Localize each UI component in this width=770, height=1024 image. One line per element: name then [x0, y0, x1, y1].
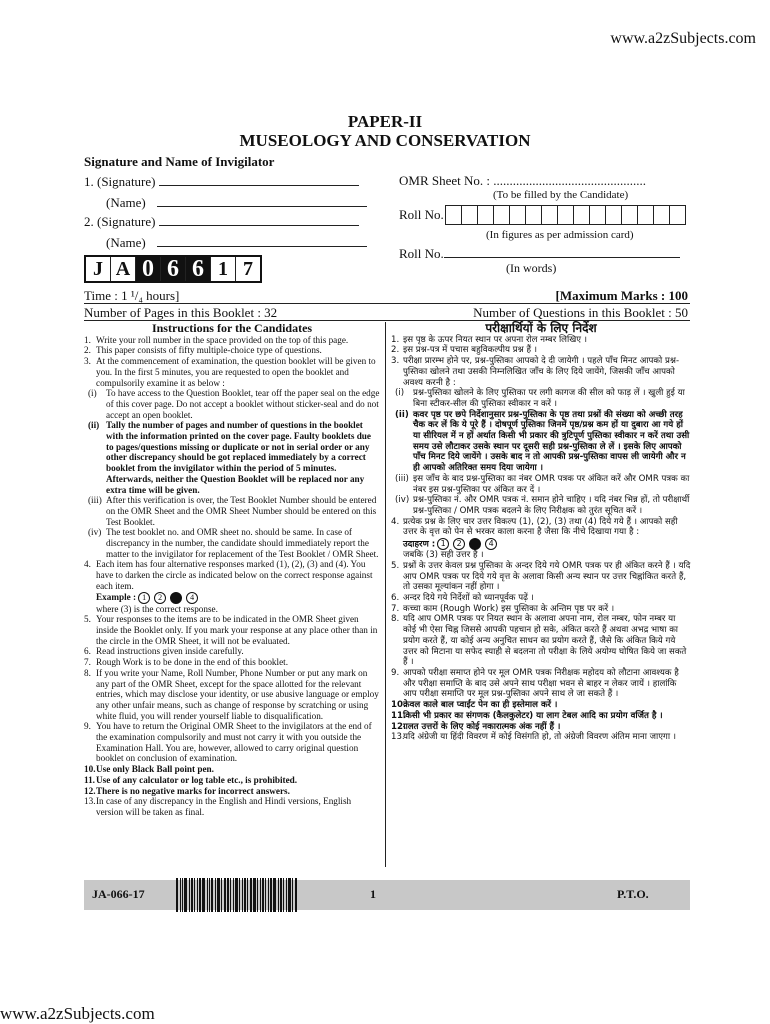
instruction-item: (iv) The test booklet no. and OMR sheet no. should be same. In case of discrepancy in the number, the candidate should immediately report the matter to the invigilator for replacement of the Test Booklet / OMR Sheet.: [88, 527, 379, 559]
hindi-heading: परीक्षार्थियों के लिए निर्देश: [485, 321, 597, 335]
watermark-top: www.a2zSubjects.com: [610, 30, 756, 47]
instruction-item: 12. गलत उत्तरों के लिए कोई नकारात्मक अंक नहीं हैं ।: [391, 721, 561, 732]
instruction-item: 4. Each item has four alternative responses marked (1), (2), (3) and (4). You have to darken the circle as indicated below on the correct response against each item.: [84, 559, 373, 591]
example-row: उदाहरण : 1 2 4: [391, 538, 691, 550]
pages-count: Number of Pages in this Booklet : 32: [84, 305, 278, 320]
instruction-item: 11. Use of any calculator or log table etc., is prohibited.: [84, 774, 298, 785]
answer-bubble-icon: 4: [186, 592, 198, 604]
answer-bubble-icon: 2: [154, 592, 166, 604]
answer-bubble-icon: [170, 592, 182, 604]
instruction-item: 10. केवल काले बाल प्वाईंट पेन का ही इस्तेमाल करें ।: [391, 700, 558, 711]
paper-number: PAPER-II: [347, 112, 423, 131]
english-heading: Instructions for the Candidates: [151, 321, 313, 335]
instruction-item: 11. किसी भी प्रकार का संगणक (कैलकुलेटर) या लाग टेबल आदि का प्रयोग वर्जित है ।: [391, 710, 663, 721]
maximum-marks: [Maximum Marks : 100: [555, 288, 688, 303]
instruction-item: (iii) इस जाँच के बाद प्रश्न-पुस्तिका का नंबर OMR पत्रक पर अंकित करें और OMR पत्रक का नंबर इस प्रश्न-पुस्तिका पर अंकित कर दें ।: [395, 473, 690, 495]
roll-figures-note: (In figures as per admission card): [486, 229, 634, 241]
barcode: [176, 878, 336, 912]
booklet-code: J A 0 6 6 1 7: [84, 255, 262, 283]
instruction-item: 10. Use only Black Ball point pen.: [84, 764, 214, 775]
instruction-item: 13. यदि अंग्रेजी या हिंदी विवरण में कोई विसंगति हो, तो अंग्रेजी विवरण अंतिम माना जाएगा ।: [391, 732, 677, 743]
footer-bar: [84, 880, 690, 910]
instruction-item: 6. अन्दर दिये गये निर्देशों को ध्यानपूर्वक पढ़ें ।: [391, 593, 534, 604]
instruction-item: 3. At the commencement of examination, the question booklet will be given to you. In the first 5 minutes, you are requested to open the booklet and compulsorily examine it as below :: [84, 356, 376, 388]
instruction-item: 7. Rough Work is to be done in the end of this booklet.: [84, 657, 289, 668]
roll-label: Roll No.: [399, 207, 444, 222]
instruction-item: 2. इस प्रश्न-पत्र में पचास बहुविकल्पीय प्रश्न हैं ।: [391, 345, 537, 356]
example-row: Example : 1 2 4: [84, 592, 380, 604]
instruction-item: 4. प्रत्येक प्रश्न के लिए चार उत्तर विकल्प (1), (2), (3) तथा (4) दिये गये हैं । आपको सही उत्तर के वृत्त को पेन से भरकर काला करना है जैसा कि नीचे दिखाया गया है :: [391, 516, 678, 538]
answer-bubble-icon: 1: [437, 538, 449, 550]
instruction-item: 1. Write your roll number in the space provided on the top of this page.: [84, 334, 349, 345]
invigilator-sig2: 2. (Signature): [84, 214, 359, 230]
instruction-item: where (3) is the correct response.: [96, 603, 218, 614]
roll-words-note: (In words): [506, 261, 557, 275]
instruction-item: (iii) After this verification is over, the Test Booklet Number should be entered on the OMR Sheet and the OMR Sheet Number should be entered on this Test Booklet.: [88, 495, 377, 527]
instruction-item: (i) To have access to the Question Booklet, tear off the paper seal on the edge of this cover page. Do not accept a booklet without sticker-seal and do not accept an open booklet.: [88, 388, 380, 420]
instruction-item: 9. आपको परीक्षा समाप्त होने पर मूल OMR पत्रक निरीक्षक महोदय को लौटाना आवश्यक है और परीक्षा समाप्ति के बाद उसे अपने साथ परीक्षा भवन से बाहर न लेकर जायें । हालांकि आप परीक्षा समाप्ति पर मूल प्रश्न-पुस्तिका अपने साथ ले जा सकते हैं ।: [391, 668, 679, 700]
instruction-item: 2. This paper consists of fifty multiple-choice type of questions.: [84, 345, 322, 356]
invigilator-name2: (Name): [106, 235, 367, 251]
instruction-item: 6. Read instructions given inside carefully.: [84, 646, 244, 657]
instruction-item: 8. If you write your Name, Roll Number, Phone Number or put any mark on any part of the OMR Sheet, except for the space allotted for the relevant entries, which may disclose your identity, or use abusive language or employ any other unfair means, such as change of response by scratching or using white fluid, you will render yourself liable to disqualification.: [84, 667, 379, 721]
invigilator-sig1: 1. (Signature): [84, 174, 359, 190]
roll-number-boxes[interactable]: [399, 205, 686, 225]
answer-bubble-icon: 4: [485, 538, 497, 550]
watermark-bottom: www.a2zSubjects.com: [0, 1004, 155, 1023]
instruction-item: 3. परीक्षा प्रारम्भ होने पर, प्रश्न-पुस्तिका आपको दे दी जायेगी । पहले पाँच मिनट आपको प्रश्न-पुस्तिका खोलने तथा उसकी निम्नलिखित जाँच के लिए दिये जायेंगे, जिसकी जाँच आपको अवश्य करनी है :: [391, 356, 680, 388]
column-divider: [385, 322, 386, 867]
instruction-item: 9. You have to return the Original OMR Sheet to the invigilators at the end of the examination compulsorily and must not carry it with you outside the Examination Hall. You are, however, allowed to carry original question booklet on conclusion of examination.: [84, 721, 372, 764]
instruction-item: (i) प्रश्न-पुस्तिका खोलने के लिए पुस्तिका पर लगी कागज की सील को फाड़ लें । खुली हुई या बिना स्टीकर-सील की पुस्तिका स्वीकार न करें ।: [395, 388, 685, 409]
instruction-item: 12. There is no negative marks for incorrect answers.: [84, 785, 290, 796]
instruction-item: (ii) Tally the number of pages and number of questions in the booklet with the information printed on the cover page. Faulty booklets due to pages/questions missing or duplicate or not in serial order or any other discrepancy should be got replaced immediately by a correct booklet from the invigilator within the period of 5 minutes. Afterwards, neither the Question Booklet will be replaced nor any extra time will be given.: [88, 420, 371, 495]
answer-bubble-icon: [469, 538, 481, 550]
instruction-item: 5. प्रश्नों के उत्तर केवल प्रश्न पुस्तिका के अन्दर दिये गये OMR पत्रक पर ही अंकित करने हैं । यदि आप OMR पत्रक पर दिये गये वृत्त के अलावा किसी अन्य स्थान पर उत्तर चिह्नांकित करते हैं, तो उसका मूल्यांकन नहीं होगा ।: [391, 560, 691, 593]
answer-bubble-icon: 1: [138, 592, 150, 604]
omr-sheet-label: OMR Sheet No. : ...............................................: [399, 173, 646, 188]
invigilator-name1: (Name): [106, 195, 367, 211]
omr-sheet-note: (To be filled by the Candidate): [493, 189, 629, 201]
hindi-instructions: [391, 323, 691, 743]
page-number: 1: [370, 887, 376, 901]
english-instructions: [84, 323, 380, 818]
time-allowed: Time : 1 ¹/₄ hours]: [84, 288, 180, 303]
instruction-item: 5. Your responses to the items are to be indicated in the OMR Sheet given inside the Booklet only. If you mark your response at any place other than in the circle in the OMR Sheet, it will not be evaluated.: [84, 614, 378, 646]
invigilator-heading: Signature and Name of Invigilator: [84, 154, 275, 169]
instruction-item: (iv) प्रश्न-पुस्तिका नं. और OMR पत्रक नं. समान होने चाहिए । यदि नंबर भिन्न हों, तो परीक्षार्थी प्रश्न-पुस्तिका / OMR पत्रक बदलने के लिए निरीक्षक को तुरंत सूचित करें ।: [395, 495, 690, 516]
instruction-item: 1. इस पृष्ठ के ऊपर नियत स्थान पर अपना रोल नम्बर लिखिए ।: [391, 334, 588, 345]
instruction-item: 13. In case of any discrepancy in the English and Hindi versions, English version will be taken as final.: [84, 796, 352, 817]
subject-title: MUSEOLOGY AND CONSERVATION: [239, 131, 531, 150]
pto-label: P.T.O.: [617, 887, 649, 901]
instruction-item: जबकि (3) सही उत्तर है ।: [403, 550, 484, 561]
answer-bubble-icon: 2: [453, 538, 465, 550]
questions-count: Number of Questions in this Booklet : 50: [473, 305, 688, 320]
roll-words-field[interactable]: Roll No.: [399, 246, 680, 262]
instruction-item: 8. यदि आप OMR पत्रक पर नियत स्थान के अलावा अपना नाम, रोल नम्बर, फोन नम्बर या कोई भी ऐसा चिह्न जिससे आपकी पहचान हो सके, अंकित करते हैं अथवा अभद्र भाषा का प्रयोग करते हैं, या कोई अन्य अनुचित साधन का प्रयोग करते हैं, जैसे कि अंकित किये गये उत्तर को मिटाना या सफेद स्याही से बदलना तो परीक्षा के लिये अयोग्य घोषित किये जा सकते हैं ।: [391, 614, 687, 668]
instruction-item: (ii) कवर पृष्ठ पर छपे निर्देशानुसार प्रश्न-पुस्तिका के पृष्ठ तथा प्रश्नों की संख्या को अच्छी तरह चैक कर लें कि ये पूरे हैं । दोषपूर्ण पुस्तिका जिनमें पृष्ठ/प्रश्न कम हों या दुबारा आ गये हों या सीरियल में न हों अर्थात किसी भी प्रकार की त्रुटिपूर्ण पुस्तिका स्वीकार न करें तथा उसी समय उसे लौटाकर उसके स्थान पर दूसरी सही प्रश्न-पुस्तिका ले लें । इसके लिए आपको पाँच मिनट दिये जायेंगे । उसके बाद न तो आपकी प्रश्न-पुस्तिका वापस ली जायेगी और न ही आपको अतिरिक्त समय दिया जायेगा ।: [395, 409, 690, 474]
instruction-item: 7. कच्चा काम (Rough Work) इस पुस्तिका के अन्तिम पृष्ठ पर करें ।: [391, 603, 615, 614]
footer-code: JA-066-17: [92, 887, 145, 901]
